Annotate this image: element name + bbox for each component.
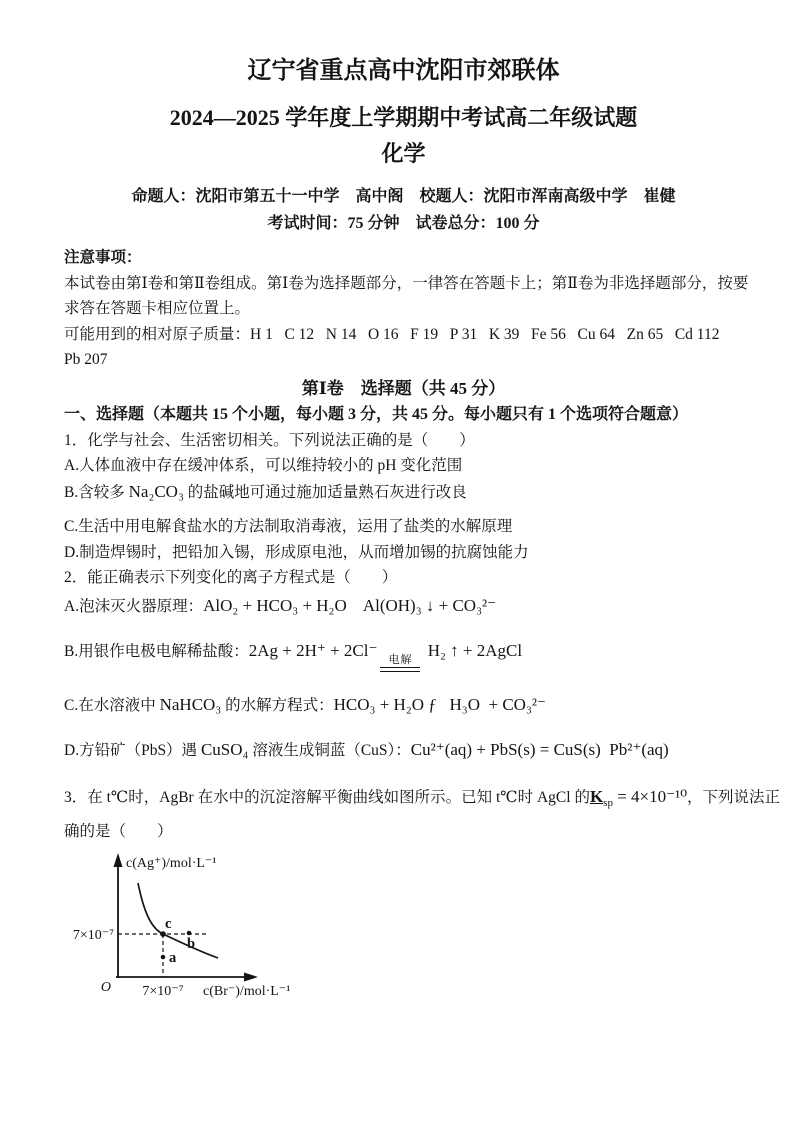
q2-option-c-formula: HCO₃ + H₂O ƒ H₃O + CO₃²⁻ (333, 694, 546, 714)
exam-title-term: 2024—2025 学年度上学期期中考试高二年级试题 (169, 105, 638, 130)
x-axis-arrow-icon (244, 973, 258, 982)
q1-option-b (64, 479, 743, 506)
exam-meta-line: 考试时间：75 分钟 试卷总分：100 分 (267, 215, 540, 232)
point-c-label: c (165, 916, 172, 933)
q3-stem-pre: 3．在 t℃时，AgBr 在水中的沉淀溶解平衡曲线如图所示。已知 t℃时 AgCl 的 (64, 788, 590, 806)
q1-option-b-post: 的盐碱地可通过施加适量熟石灰进行改良 (183, 483, 467, 501)
q2-option-a-formula: AlO₂ + HCO₃ + H₂O Al(OH)₃ ↓ + CO₃²⁻ (203, 595, 497, 615)
q3-graph-figure (70, 850, 743, 1017)
q1-option-c: C.生活中用电解食盐水的方法制取消毒液，运用了盐类的水解原理 (64, 518, 513, 535)
q3-stem-line1 (64, 784, 781, 817)
section1-instruction: 一、选择题（本题共 15 个小题，每小题 3 分，共 45 分。每小题只有 1 个选项符合题意） (64, 405, 689, 423)
q2-option-c-label-pre: C.在水溶液中 (64, 696, 160, 714)
y-axis-tick-label: 7×10⁻⁷ (72, 928, 114, 944)
agbr-solubility-graph (70, 850, 306, 1012)
q2-option-c-label-formula: NaHCO₃ (159, 694, 222, 714)
solubility-equilibrium-curve (138, 883, 218, 958)
q2-option-b-eq-right: H₂ ↑ + 2AgCl (423, 640, 523, 660)
point-b-dot (187, 931, 192, 936)
notice-body-line2: 求答在答题卡相应位置上。 (64, 300, 251, 317)
double-line-equals (380, 667, 420, 672)
q2-option-b-eq-left: 2Ag + 2H⁺ + 2Cl⁻ (248, 640, 378, 660)
ksp-subscript: sp (603, 796, 613, 809)
q2-option-d-formula: Cu²⁺(aq) + PbS(s) = CuS(s) Pb²⁺(aq) (410, 739, 669, 759)
notice-title: 注意事项： (64, 249, 142, 266)
atomic-masses-line2: Pb 207 (64, 351, 108, 368)
q2-option-a-label: A.泡沫灭火器原理： (64, 597, 204, 615)
q3-stem-post: ，下列说法正 (687, 788, 781, 806)
q2-option-d (64, 735, 743, 766)
q1-option-b-formula: Na₂CO₃ (128, 481, 184, 501)
q3-stem-line2: 确的是（ ） (64, 823, 173, 841)
section1-title: 第Ⅰ卷 选择题（共 45 分） (301, 378, 506, 398)
y-axis-label: c(Ag⁺)/mol·L⁻¹ (126, 856, 217, 872)
q1-option-b-pre: B.含较多 (64, 483, 129, 501)
q2-option-c-label-post: 的水解方程式： (221, 696, 334, 714)
q2-option-b-label: B.用银作电极电解稀盐酸： (64, 642, 249, 660)
electrolysis-condition (380, 654, 420, 672)
x-axis-label: c(Br⁻)/mol·L⁻¹ (203, 984, 291, 1000)
q2-stem: 2．能正确表示下列变化的离子方程式是（ ） (64, 569, 398, 586)
atomic-masses-line1: 可能用到的相对原子质量：H 1 C 12 N 14 O 16 F 19 P 31 K 39 Fe 56 Cu 64 Zn 65 Cd 112 (64, 325, 720, 343)
electrolysis-condition-label: 电解 (388, 653, 413, 666)
ksp-symbol: K (589, 786, 604, 806)
q2-option-c (64, 690, 743, 721)
exam-title-school: 辽宁省重点高中沈阳市郊联体 (247, 58, 560, 84)
q1-stem: 1．化学与社会、生活密切相关。下列说法正确的是（ ） (64, 431, 475, 449)
point-a-dot (161, 955, 166, 960)
q1-option-a: A.人体血液中存在缓冲体系，可以维持较小的 pH 变化范围 (64, 457, 463, 474)
exam-authors-line: 命题人：沈阳市第五十一中学 高中阁 校题人：沈阳市浑南高级中学 崔健 (131, 188, 676, 205)
q1-option-d: D.制造焊锡时，把铅加入锡，形成原电池，从而增加锡的抗腐蚀能力 (64, 543, 529, 561)
point-c-dot (160, 931, 166, 937)
q2-option-d-label-post: 溶液生成铜蓝（CuS）： (248, 741, 411, 759)
q2-option-a (64, 591, 743, 622)
q2-option-d-label-formula: CuSO₄ (200, 739, 249, 759)
x-axis-tick-label: 7×10⁻⁷ (142, 984, 184, 1000)
point-a-label: a (169, 950, 177, 967)
ksp-value: = 4×10⁻¹⁰ (612, 786, 688, 806)
origin-label: O (100, 980, 111, 996)
point-b-label: b (187, 936, 196, 953)
q2-option-b (64, 636, 743, 672)
exam-subject: 化学 (381, 141, 426, 166)
notice-body-line1: 本试卷由第Ⅰ卷和第Ⅱ卷组成。第Ⅰ卷为选择题部分，一律答在答题卡上；第Ⅱ卷为非选择题部分，按要 (64, 274, 749, 292)
q2-option-d-label-pre: D.方铅矿（PbS）遇 (64, 741, 201, 759)
